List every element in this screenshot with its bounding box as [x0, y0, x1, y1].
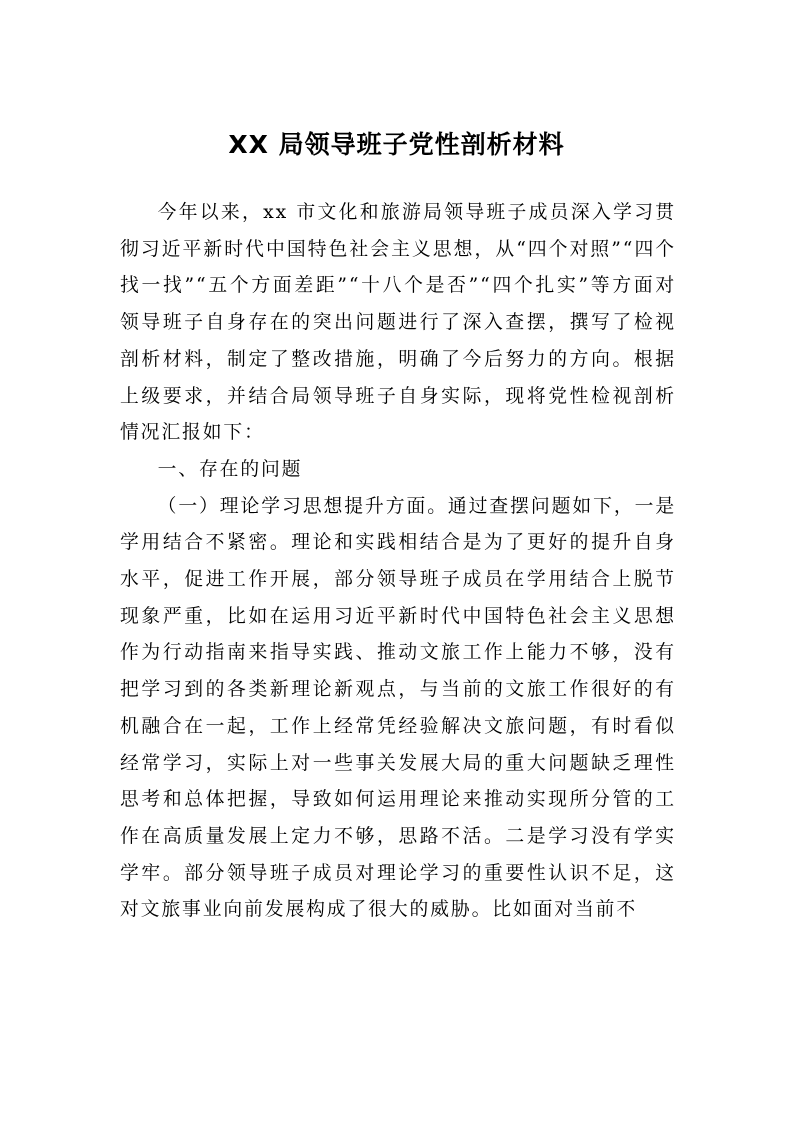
document-body — [120, 195, 676, 929]
section-heading-problems: 一、存在的问题 — [157, 458, 303, 480]
intro-paragraph: 今年以来，xx 市文化和旅游局领导班子成员深入学习贯彻习近平新时代中国特色社会主义思想，从“四个对照”“四个找一找”“五个方面差距”“十八个是否”“四个扎实”等方面对领导班子自身存在的突出问题进行了深入查摆，撰写了检视剖析材料，制定了整改措施，明确了今后努力的方向。根据上级要求，并结合局领导班子自身实际，现将党性检视剖析情况汇报如下： — [120, 202, 676, 444]
document-title: XX 局领导班子党性剖析材料 — [228, 130, 565, 159]
theory-study-paragraph: （一）理论学习思想提升方面。通过查摆问题如下，一是学用结合不紧密。理论和实践相结合是为了更好的提升自身水平，促进工作开展，部分领导班子成员在学用结合上脱节现象严重，比如在运用习近平新时代中国特色社会主义思想作为行动指南来指导实践、推动文旅工作上能力不够，没有把学习到的各类新理论新观点，与当前的文旅工作很好的有机融合在一起，工作上经常凭经验解决文旅问题，有时看似经常学习，实际上对一些事关发展大局的重大问题缺乏理性思考和总体把握，导致如何运用理论来推动实现所分管的工作在高质量发展上定力不够，思路不活。二是学习没有学实学牢。部分领导班子成员对理论学习的重要性认识不足，这对文旅事业向前发展构成了很大的威胁。比如面对当前不 — [120, 495, 676, 921]
